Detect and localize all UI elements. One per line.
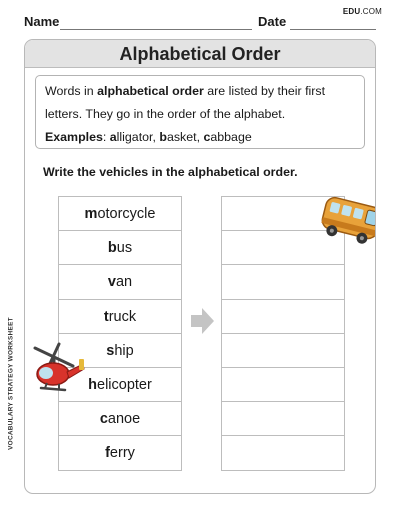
answer-cell[interactable] xyxy=(222,300,344,334)
word-rest: ruck xyxy=(108,308,137,325)
page-title: Alphabetical Order xyxy=(119,44,281,64)
info-text: Words in xyxy=(45,84,98,98)
examples-list xyxy=(110,130,252,144)
word-cell xyxy=(59,265,181,299)
title-bar xyxy=(25,40,375,68)
example-first-letter: a xyxy=(109,130,117,144)
worksheet-card xyxy=(24,39,376,494)
info-line-2: letters. They go in the order of the alphabet. xyxy=(45,107,286,121)
example-separator: , xyxy=(152,130,160,144)
word-rest: elicopter xyxy=(97,376,152,393)
word-rest: anoe xyxy=(107,411,141,428)
arrow-right-icon xyxy=(191,308,215,334)
answer-cell[interactable] xyxy=(222,368,344,402)
date-line[interactable] xyxy=(290,29,376,30)
instruction: Write the vehicles in the alphabetical order. xyxy=(43,165,298,179)
example-first-letter: c xyxy=(203,130,211,144)
word-rest: an xyxy=(115,274,133,291)
word-first-letter: v xyxy=(107,274,116,291)
word-first-letter: b xyxy=(107,240,117,257)
info-bold: alphabetical order xyxy=(97,84,204,98)
word-first-letter: f xyxy=(105,445,110,462)
example-rest: asket xyxy=(166,130,197,144)
info-text: are listed by their first xyxy=(203,84,326,98)
answer-cell[interactable] xyxy=(222,436,344,470)
brand-suffix: .COM xyxy=(360,7,382,16)
name-line[interactable] xyxy=(60,29,252,30)
word-rest: us xyxy=(116,240,133,257)
name-label: Name xyxy=(24,14,60,29)
brand-logo xyxy=(343,7,382,16)
examples-label: Examples xyxy=(45,130,103,144)
word-cell xyxy=(59,300,181,334)
answer-cell[interactable] xyxy=(222,402,344,436)
bus-icon xyxy=(319,194,376,246)
word-first-letter: t xyxy=(103,308,109,325)
word-rest: otorcycle xyxy=(97,206,156,222)
word-cell xyxy=(59,231,181,265)
example-separator: , xyxy=(196,130,204,144)
example-rest: abbage xyxy=(210,130,252,144)
info-box xyxy=(35,75,365,149)
word-first-letter: m xyxy=(84,206,98,222)
answer-cell[interactable] xyxy=(222,334,344,368)
brand-name: EDU xyxy=(342,7,361,16)
word-first-letter: h xyxy=(88,376,98,393)
example-first-letter: b xyxy=(159,130,167,144)
word-cell xyxy=(59,402,181,436)
examples-colon: : xyxy=(102,130,110,144)
word-first-letter: s xyxy=(106,342,115,359)
answer-cell[interactable] xyxy=(222,265,344,299)
example-rest: lligator xyxy=(116,130,153,144)
side-label: VOCABULARY STRATEGY WORKSHEET xyxy=(7,317,15,450)
word-list xyxy=(58,196,182,471)
word-cell xyxy=(59,197,181,231)
helicopter-icon xyxy=(29,340,87,400)
word-first-letter: c xyxy=(99,411,108,428)
info-line-1 xyxy=(45,80,355,103)
examples-line xyxy=(45,126,355,149)
word-rest: erry xyxy=(109,445,135,462)
word-cell xyxy=(59,436,181,470)
date-label: Date xyxy=(258,14,287,29)
word-rest: hip xyxy=(114,342,134,359)
